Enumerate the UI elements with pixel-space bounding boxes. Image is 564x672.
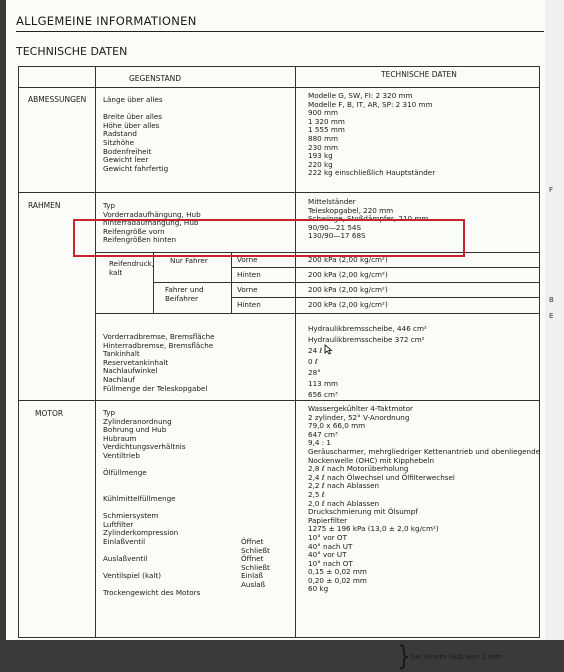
column-header-item: GEGENSTAND <box>129 74 181 83</box>
spec-value: Modelle G, SW, FI: 2 320 mm <box>308 91 413 100</box>
spec-label: Radstand <box>103 129 137 139</box>
spec-table <box>18 66 541 672</box>
spec-value: 40° vor UT <box>308 550 347 560</box>
spec-label: Ventiltrieb <box>103 450 140 460</box>
section-engine: MOTOR <box>35 409 64 418</box>
column-header-spec: TECHNISCHE DATEN <box>381 70 457 79</box>
spec-sublabel <box>241 469 270 478</box>
spec-label: Trockengewicht des Motors <box>103 588 201 598</box>
tire-pressure-value: 200 kPa (2,00 kg/cm²) <box>308 300 388 309</box>
spec-value: Schwinge, Stoßdämpfer, 210 mm <box>308 214 429 224</box>
spec-label: Nachlaufwinkel <box>103 366 158 376</box>
spec-value: 2 zylinder, 52° V-Anordnung <box>308 412 410 422</box>
engine-sub-labels <box>241 409 270 598</box>
spec-sublabel <box>241 495 270 504</box>
tire-pressure-label: Reifendruck, <box>109 259 155 268</box>
margin-mark: F <box>549 186 554 194</box>
spec-sublabel: Schließt <box>241 545 270 555</box>
spec-value: Hydraulikbremsscheibe 372 cm² <box>308 335 425 344</box>
spec-label: Reifengröße vorn <box>103 226 165 236</box>
spec-sublabel <box>241 461 270 470</box>
spec-label: Vorderradaufhängung, Hub <box>103 209 201 219</box>
spec-label: Reservetankinhalt <box>103 357 169 367</box>
spec-value: 24 ℓ <box>308 346 323 355</box>
spec-value: 113 mm <box>308 379 339 388</box>
spec-sublabel <box>241 443 270 452</box>
spec-label: Bodenfreiheit <box>103 146 152 156</box>
spec-value: 0,15 ± 0,02 mm <box>308 567 367 577</box>
page-header: ALLGEMEINE INFORMATIONEN <box>16 14 197 28</box>
spec-value: Wassergekühlter 4-Taktmotor <box>308 404 413 413</box>
spec-value: 2,4 ℓ nach Ölwechsel und Ölfilterwechsel <box>308 472 455 482</box>
spec-sublabel <box>241 452 270 461</box>
engine-labels <box>103 409 200 598</box>
spec-sublabel <box>241 589 270 598</box>
dimension-values <box>308 92 435 178</box>
rider-only-label: Nur Fahrer <box>170 256 208 265</box>
spec-value: 1 555 mm <box>308 125 345 135</box>
spec-label <box>103 478 200 487</box>
valve-timing-note: bei einem Hub von 1 mm <box>411 652 503 661</box>
spec-value: Mittelständer <box>308 197 356 206</box>
spec-value: Hydraulikbremsscheibe, 446 cm² <box>308 324 427 333</box>
spec-sublabel <box>241 409 270 418</box>
spec-label: Nachlauf <box>103 374 135 384</box>
spec-value: 0 ℓ <box>308 357 318 366</box>
spec-value: 222 kg einschließlich Hauptständer <box>308 168 436 178</box>
tire-block-bottom <box>96 313 539 314</box>
spec-value: 60 kg <box>308 584 329 594</box>
spec-label: Zylinderkompression <box>103 528 179 538</box>
spec-sublabel: Schließt <box>241 562 270 572</box>
spec-value: 9,4 : 1 <box>308 438 331 448</box>
spec-value: 2,5 ℓ <box>308 489 325 499</box>
spec-sublabel <box>241 426 270 435</box>
spec-label: Auslaßventil <box>103 554 148 564</box>
spec-value: 2,8 ℓ nach Motorüberholung <box>308 464 409 474</box>
spec-value: 193 kg <box>308 151 333 161</box>
spec-value: Nockenwelle (OHC) mit Kipphebeln <box>308 455 435 465</box>
spec-label: Ölfüllmenge <box>103 468 147 478</box>
spec-column-divider <box>295 67 296 637</box>
spec-sublabel <box>241 486 270 495</box>
spec-sublabel <box>241 418 270 427</box>
rear-label: Hinten <box>237 270 261 279</box>
spec-sublabel <box>241 512 270 521</box>
spec-value: 2,0 ℓ nach Ablassen <box>308 498 380 508</box>
margin-mark: E <box>549 312 554 320</box>
spec-value: 1275 ± 196 kPa (13,0 ± 2,0 kg/cm²) <box>308 524 439 534</box>
spec-value: 90/90—21 54S <box>308 222 362 232</box>
spec-label: Bohrung und Hub <box>103 425 167 435</box>
spec-label: Einlaßventil <box>103 536 146 546</box>
margin-mark: B <box>549 296 554 304</box>
spec-value: 220 kg <box>308 159 333 169</box>
spec-label: Höhe über alles <box>103 120 160 130</box>
rider-passenger-label: Beifahrer <box>165 294 199 303</box>
brake-values <box>308 325 427 402</box>
tire-pressure-value: 200 kPa (2,00 kg/cm²) <box>308 270 388 279</box>
tire-pressure-label-cold: kalt <box>109 268 123 277</box>
spec-value: 40° nach UT <box>308 541 353 551</box>
header-row-divider <box>19 87 539 88</box>
spec-sublabel <box>241 521 270 530</box>
spec-label: Schmiersystem <box>103 511 159 521</box>
spec-value: Druckschmierung mit Ölsumpf <box>308 507 418 517</box>
spec-label: Länge über alles <box>103 95 163 104</box>
spec-label: hinterradaufhängung, Hub <box>103 218 199 228</box>
spec-label: Hinterradbremse, Bremsfläche <box>103 340 214 350</box>
spec-label: Typ <box>103 201 116 210</box>
spec-label: Hubraum <box>103 433 137 443</box>
spec-label: Sitzhöhe <box>103 137 135 147</box>
spec-value: 0,20 ± 0,02 mm <box>308 575 367 585</box>
spec-label: Reifengrößen hinten <box>103 235 177 245</box>
tire-row-divider <box>231 267 539 268</box>
spec-label: Luftfilter <box>103 519 134 529</box>
brake-labels <box>103 333 215 393</box>
spec-label: Vorderradbremse, Bremsfläche <box>103 332 215 341</box>
spec-value: 647 cm³ <box>308 429 338 439</box>
mouse-cursor-icon <box>324 344 333 355</box>
spec-label: Gewicht leer <box>103 155 149 165</box>
spec-value: 656 cm³ <box>308 390 338 399</box>
section-divider <box>19 400 539 401</box>
rear-label: Hinten <box>237 300 261 309</box>
spec-value: 230 mm <box>308 142 339 152</box>
front-label: Vorne <box>237 255 258 264</box>
tire-row-divider <box>153 282 539 283</box>
spec-value: 900 mm <box>308 108 339 118</box>
spec-sublabel: Öffnet <box>241 536 264 546</box>
spec-sublabel <box>241 478 270 487</box>
header-rule <box>16 31 544 32</box>
section-divider <box>19 192 539 193</box>
spec-value: 10° nach OT <box>308 558 353 568</box>
document-page <box>6 0 545 672</box>
tire-pressure-value: 200 kPa (2,00 kg/cm²) <box>308 255 388 264</box>
spec-value: Modelle F, B, IT, AR, SP: 2 310 mm <box>308 99 433 109</box>
spec-label: Typ <box>103 408 116 417</box>
spec-value: Teleskopgabel, 220 mm <box>308 205 394 215</box>
spec-value: 28° <box>308 368 321 377</box>
engine-values <box>308 405 540 594</box>
spec-label: Füllmenge der Teleskopgabel <box>103 383 208 393</box>
spec-value: 880 mm <box>308 133 339 143</box>
spec-sublabel: Auslaß <box>241 579 266 589</box>
tire-size-highlight <box>73 219 465 257</box>
spec-label: Gewicht fahrfertig <box>103 163 169 173</box>
spec-label: Tankinhalt <box>103 349 140 359</box>
section-frame: RAHMEN <box>28 201 61 210</box>
spec-label: Verdichtungsverhältnis <box>103 442 186 452</box>
spec-label: Zylinderanordnung <box>103 416 172 426</box>
spec-value: 1 320 mm <box>308 116 345 126</box>
spec-value: Geräuscharmer, mehrgliedriger Kettenantrieb und obenliegende <box>308 446 541 456</box>
spec-value: 10° vor OT <box>308 532 347 542</box>
spec-label: Kühlmittelfüllmenge <box>103 493 176 503</box>
section-column-divider <box>95 67 96 637</box>
spec-value: 2,2 ℓ nach Ablassen <box>308 481 380 491</box>
spec-value: Papierfilter <box>308 515 348 525</box>
spec-sublabel: Einlaß <box>241 571 264 581</box>
tire-pressure-value: 200 kPa (2,00 kg/cm²) <box>308 285 388 294</box>
tire-row-divider <box>231 297 539 298</box>
valve-timing-brace: } <box>397 642 411 672</box>
rider-passenger-label: Fahrer und <box>165 285 204 294</box>
section-dimensions: ABMESSUNGEN <box>28 95 87 104</box>
front-label: Vorne <box>237 285 258 294</box>
section-subtitle: TECHNISCHE DATEN <box>16 45 128 58</box>
spec-sublabel <box>241 504 270 513</box>
spec-value: 130/90—17 68S <box>308 231 366 241</box>
spec-label: Breite über alles <box>103 112 163 122</box>
spec-sublabel: Öffnet <box>241 554 264 564</box>
spec-label: Ventilspiel (kalt) <box>103 571 162 581</box>
spec-sublabel <box>241 435 270 444</box>
adjacent-page-edge <box>545 0 564 640</box>
spec-value: 79,0 x 66,0 mm <box>308 421 366 431</box>
dimension-labels <box>103 96 168 173</box>
